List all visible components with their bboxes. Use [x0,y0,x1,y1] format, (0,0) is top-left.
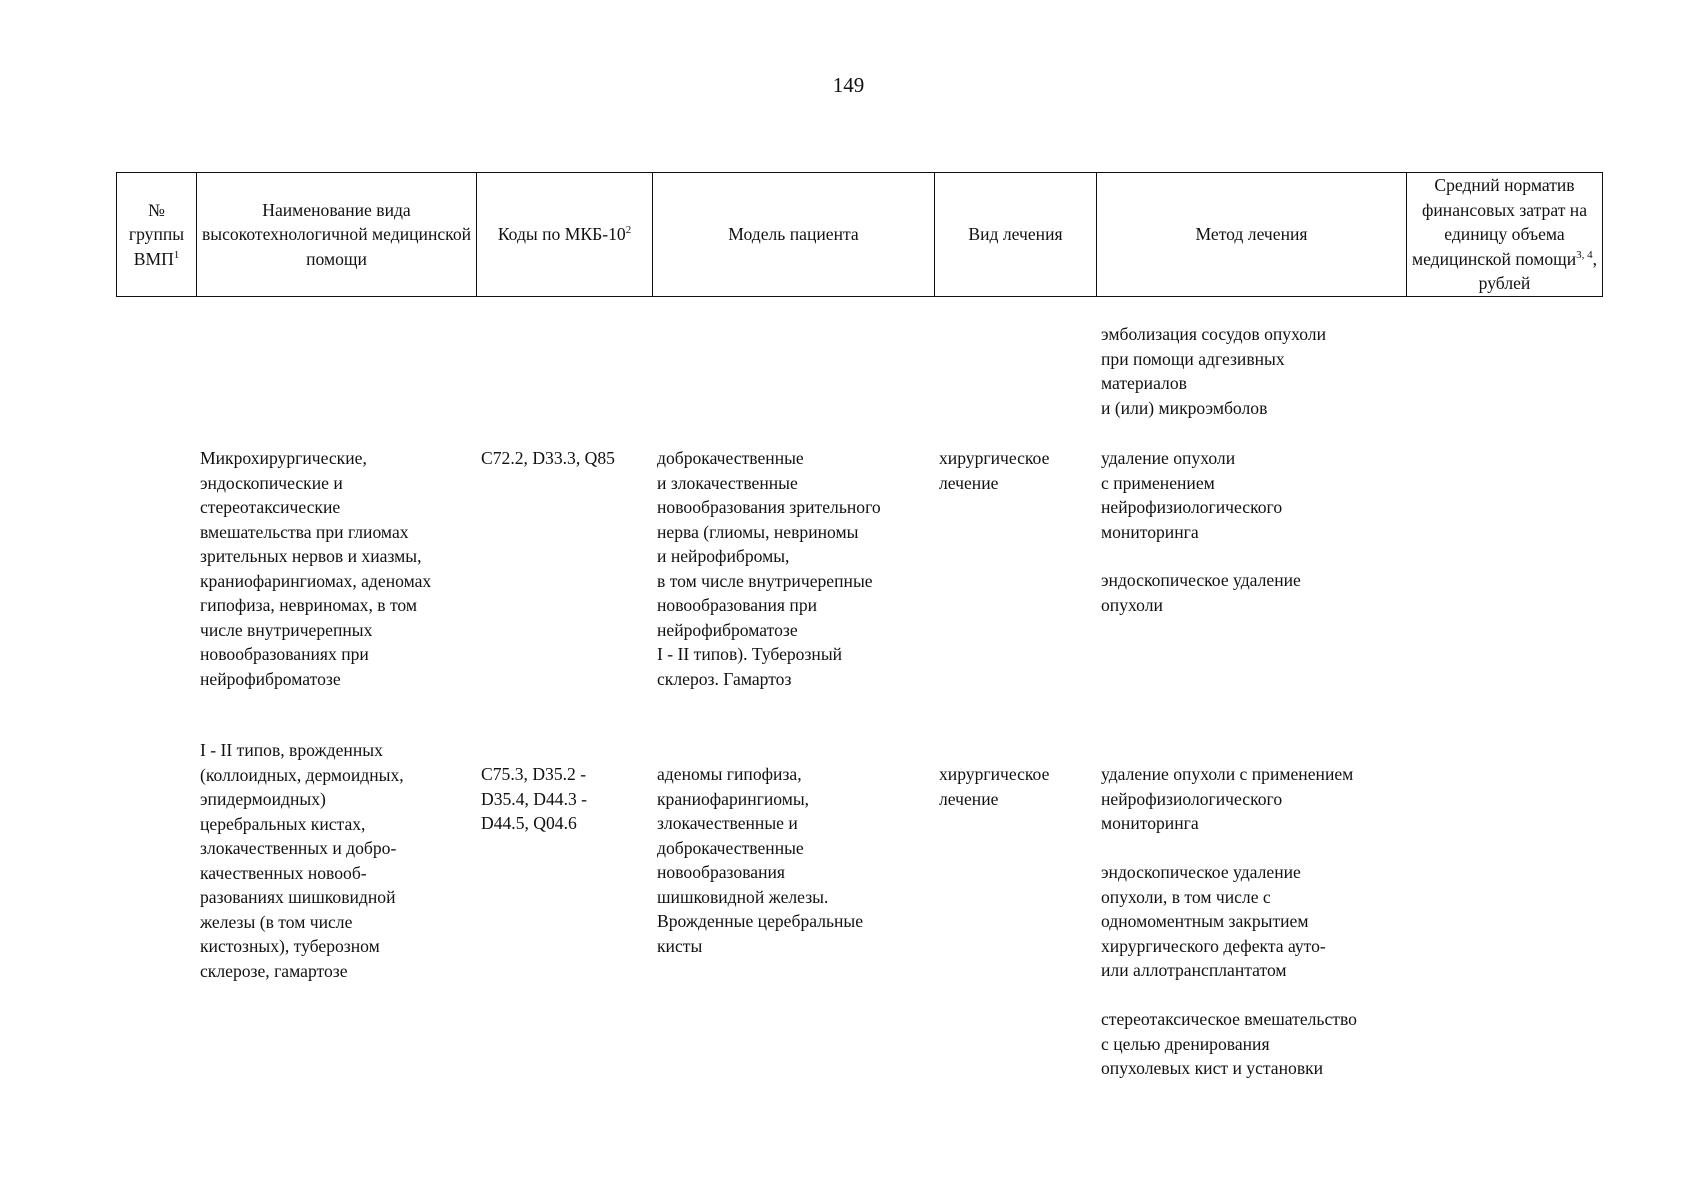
row1-patient-model: доброкачественные и злокачественные новообразования зрительного нерва (глиомы, невриномы и нейрофибромы, в том числе внутричерепные новообразования при нейрофиброматозе I - II типов). Туберозный склероз. Гамартоз [657,448,881,689]
header-patient-model: Модель пациента [653,173,935,297]
table-header [116,172,1603,297]
row1-name: Микрохирургические, эндоскопические и стереотаксические вмешательства при глиомах зрительных нервов и хиазмы, краниофарингиомах, аденомах гипофиза, невриномах, в том числе внутричерепных новообразованиях при нейрофиброматозе [200,448,432,689]
row1-method-1: удаление опухоли с применением нейрофизиологического мониторинга [1101,448,1283,542]
row1-method-2: эндоскопическое удаление опухоли [1101,570,1301,615]
header-group-number: № группы ВМП$^1$ [117,173,197,297]
row2-treatment-type: хирургическое лечение [939,764,1050,809]
header-treatment-type: Вид лечения [935,173,1097,297]
header-codes: Коды по МКБ-$10^2$ [477,173,653,297]
row2-name: I - II типов, врожденных (коллоидных, дермоидных, эпидермоидных) церебральных кистах, злокачественных и добро- качественных новооб- разованиях шишковидной железы (в том числе кистозных), туберозном склерозе, гамартозе [200,740,404,981]
row0-method: эмболизация сосудов опухоли при помощи адгезивных материалов и (или) микроэмболов [1101,324,1326,418]
row2-method-1: удаление опухоли с применением нейрофизиологического мониторинга [1101,764,1354,833]
header-treatment-method: Метод лечения [1097,173,1407,297]
row2-method-3: стереотаксическое вмешательство с целью дренирования опухолевых кист и установки [1101,1009,1357,1078]
row1-treatment-type: хирургическое лечение [939,448,1050,493]
row2-method-2: эндоскопическое удаление опухоли, в том числе с одномоментным закрытием хирургического дефекта ауто- или аллотрансплантатом [1101,862,1326,980]
row2-codes: C75.3, D35.2 - D35.4, D44.3 - D44.5, Q04.6 [481,764,588,833]
row2-patient-model: аденомы гипофиза, краниофарингиомы, злокачественные и доброкачественные новообразования шишковидной железы. Врожденные церебральные кисты [657,764,864,956]
page-number: 149 [832,73,865,97]
header-cost: Средний норматив финансовых затрат на единицу объема медицинской помощи$^{3, 4}$, рублей [1407,173,1603,297]
row1-codes: C72.2, D33.3, Q85 [481,448,615,468]
header-name: Наименование вида высокотехнологичной медицинской помощи [197,173,477,297]
